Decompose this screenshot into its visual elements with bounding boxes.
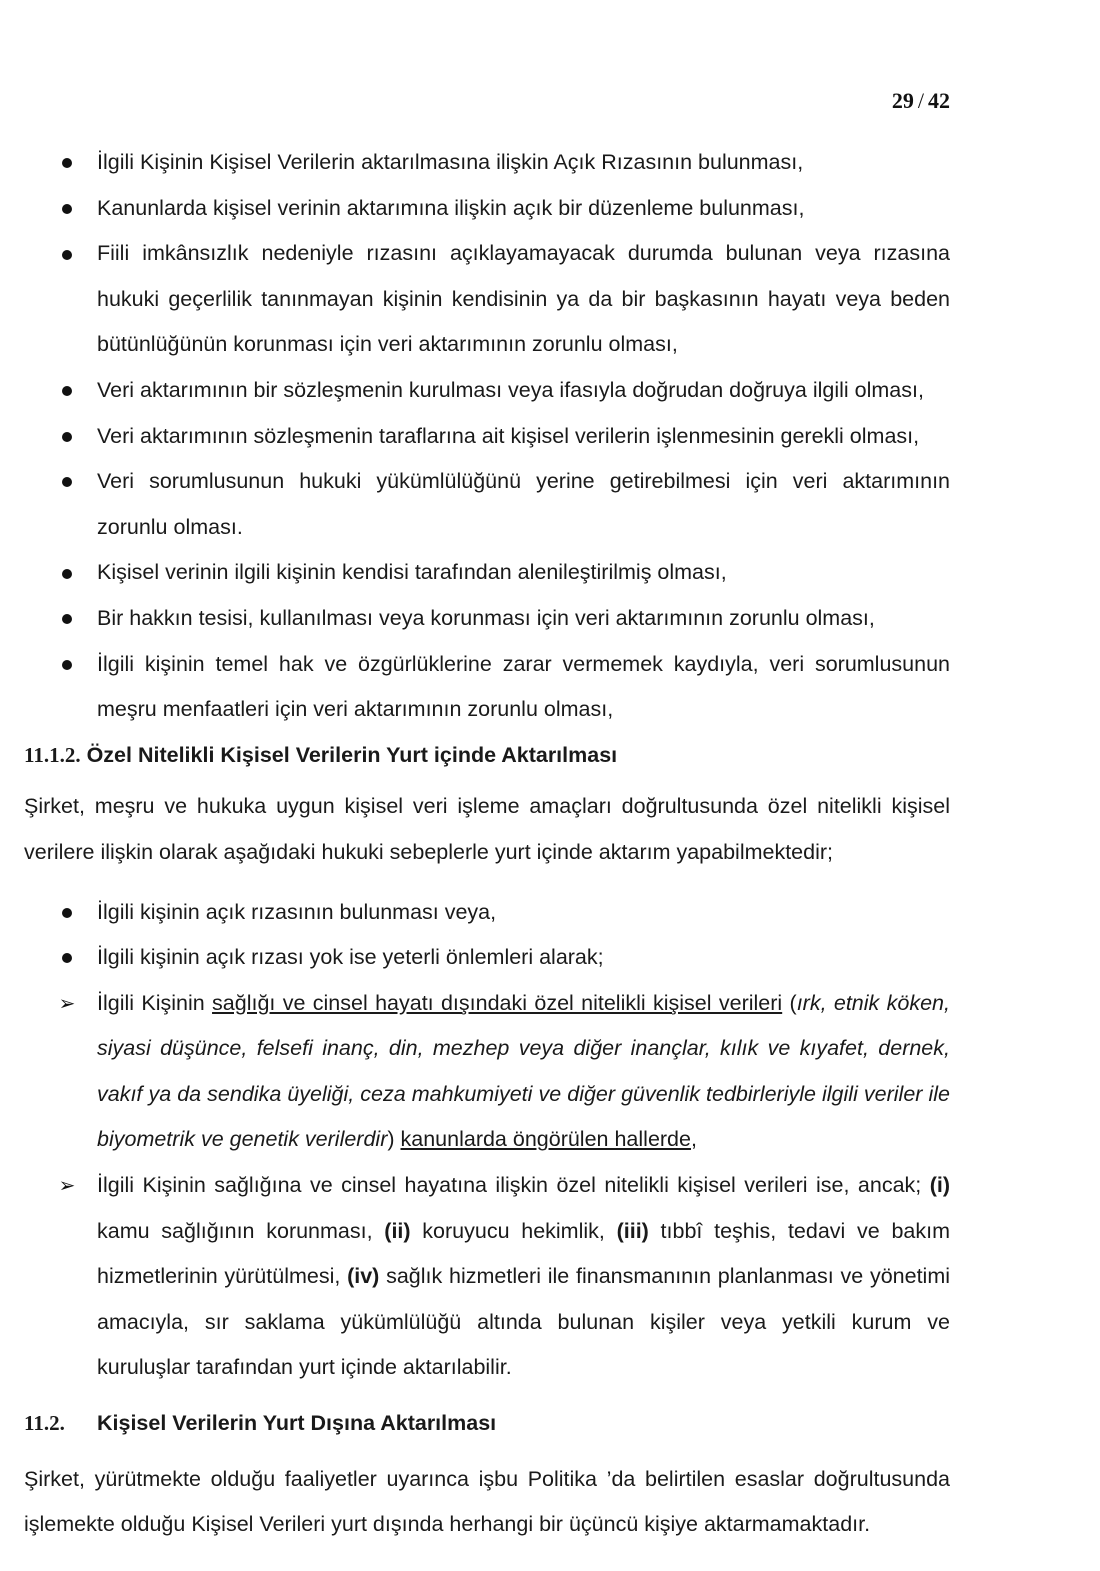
list-item: Veri sorumlusunun hukuki yükümlülüğünü yerine getirebilmesi için veri aktarımının zorunlu olması. [24, 459, 950, 550]
list-item: Bir hakkın tesisi, kullanılması veya korunması için veri aktarımının zorunlu olması, [24, 596, 950, 642]
list-item: Kişisel verinin ilgili kişinin kendisi tarafından alenileştirilmiş olması, [24, 550, 950, 596]
underlined-phrase: kanunlarda öngörülen hallerde [400, 1127, 691, 1152]
bullet-icon [57, 935, 77, 981]
arrow-bullet-icon: ➢ [58, 1175, 76, 1198]
list-item: ➢ İlgili Kişinin sağlığı ve cinsel hayatı dışındaki özel nitelikli kişisel verileri (ırk, etnik köken, siyasi düşünce, felsefi inanç, din, mezhep veya diğer inançlar, kılık ve kıyafet, dernek, vakıf ya da sendika üyeliği, ceza mahkumiyeti ve diğer güvenlik tedbirleriyle ilgili veriler ile biyometrik ve genetik verilerdir) kanunlarda öngörülen hallerde, [24, 981, 950, 1163]
section-intro: Şirket, meşru ve hukuka uygun kişisel veri işleme amaçları doğrultusunda özel nitelikli kişisel verilere ilişkin olarak aşağıdaki hukuki sebeplerle yurt içinde aktarım yapabilmektedir; [24, 794, 950, 864]
section-title: Kişisel Verilerin Yurt Dışına Aktarılması [97, 1411, 497, 1436]
list-item: Fiili imkânsızlık nedeniyle rızasını açıklayamayacak durumda bulunan veya rızasına hukuki geçerlilik tanınmayan kişinin kendisinin ya da bir başkasının hayatı veya beden bütünlüğünün korunması için veri aktarımının zorunlu olması, [24, 231, 950, 368]
list-item: İlgili kişinin açık rızasının bulunması veya, [24, 890, 950, 936]
page-current: 29 [891, 88, 914, 113]
section-number: 11.1.2. [24, 742, 81, 767]
underlined-phrase: sağlığı ve cinsel hayatı dışındaki özel nitelikli kişisel verileri [212, 990, 783, 1015]
bullet-icon [57, 368, 77, 414]
bullet-icon [57, 140, 77, 186]
bullet-icon [57, 550, 77, 596]
bullet-icon [57, 414, 77, 460]
list-item: ➢ İlgili Kişinin sağlığına ve cinsel hayatına ilişkin özel nitelikli kişisel verileri ise, ancak; (i) kamu sağlığının korunması, (ii) koruyucu hekimlik, (iii) tıbbî teşhis, tedavi ve bakım hizmetlerinin yürütülmesi, (iv) sağlık hizmetleri ile finansmanının planlanması ve yönetimi amacıyla, sır saklama yükümlülüğü altında bulunan kişiler veya yetkili kurum ve kuruluşlar tarafından yurt içinde aktarılabilir. [24, 1163, 950, 1391]
page-number [892, 88, 950, 114]
bullet-icon [57, 186, 77, 232]
transfer-conditions-list [24, 140, 950, 733]
list-item: İlgili Kişinin Kişisel Verilerin aktarılmasına ilişkin Açık Rızasının bulunması, [24, 140, 950, 186]
section-body: Şirket, yürütmekte olduğu faaliyetler uyarınca işbu Politika ’da belirtilen esaslar doğrultusunda işlemekte olduğu Kişisel Verileri yurt dışında herhangi bir üçüncü kişiye aktarmamaktadır. [24, 1466, 950, 1537]
special-data-list [24, 890, 950, 1392]
list-item: Veri aktarımının sözleşmenin taraflarına ait kişisel verilerin işlenmesinin gerekli olması, [24, 414, 950, 460]
bullet-icon [57, 459, 77, 505]
page-total: 42 [928, 88, 950, 113]
section-heading-11-1-2 [24, 733, 950, 779]
section-number: 11.2. [24, 1411, 65, 1436]
document-body [24, 140, 950, 1548]
list-item: İlgili kişinin temel hak ve özgürlüklerine zarar vermemek kaydıyla, veri sorumlusunun meşru menfaatleri için veri aktarımının zorunlu olması, [24, 642, 950, 733]
arrow-bullet-icon: ➢ [58, 992, 76, 1015]
section-title: Özel Nitelikli Kişisel Verilerin Yurt içinde Aktarılması [86, 742, 618, 767]
bullet-icon [57, 642, 77, 688]
bullet-icon [57, 596, 77, 642]
bullet-icon [57, 890, 77, 936]
list-item: Veri aktarımının bir sözleşmenin kurulması veya ifasıyla doğrudan doğruya ilgili olması, [24, 368, 950, 414]
list-item: Kanunlarda kişisel verinin aktarımına ilişkin açık bir düzenleme bulunması, [24, 186, 950, 232]
page-separator: / [917, 88, 924, 113]
italic-examples: ırk, etnik köken, siyasi düşünce, felsefi inanç, din, mezhep veya diğer inançlar, kılık ve kıyafet, dernek, vakıf ya da sendika üyeliği, ceza mahkumiyeti ve diğer güvenlik tedbirleriyle ilgili veriler ile biyometrik ve genetik verilerdir [97, 990, 950, 1152]
bullet-icon [57, 231, 77, 277]
section-heading-11-2 [24, 1401, 950, 1447]
list-item: İlgili kişinin açık rızası yok ise yeterli önlemleri alarak; [24, 935, 950, 981]
